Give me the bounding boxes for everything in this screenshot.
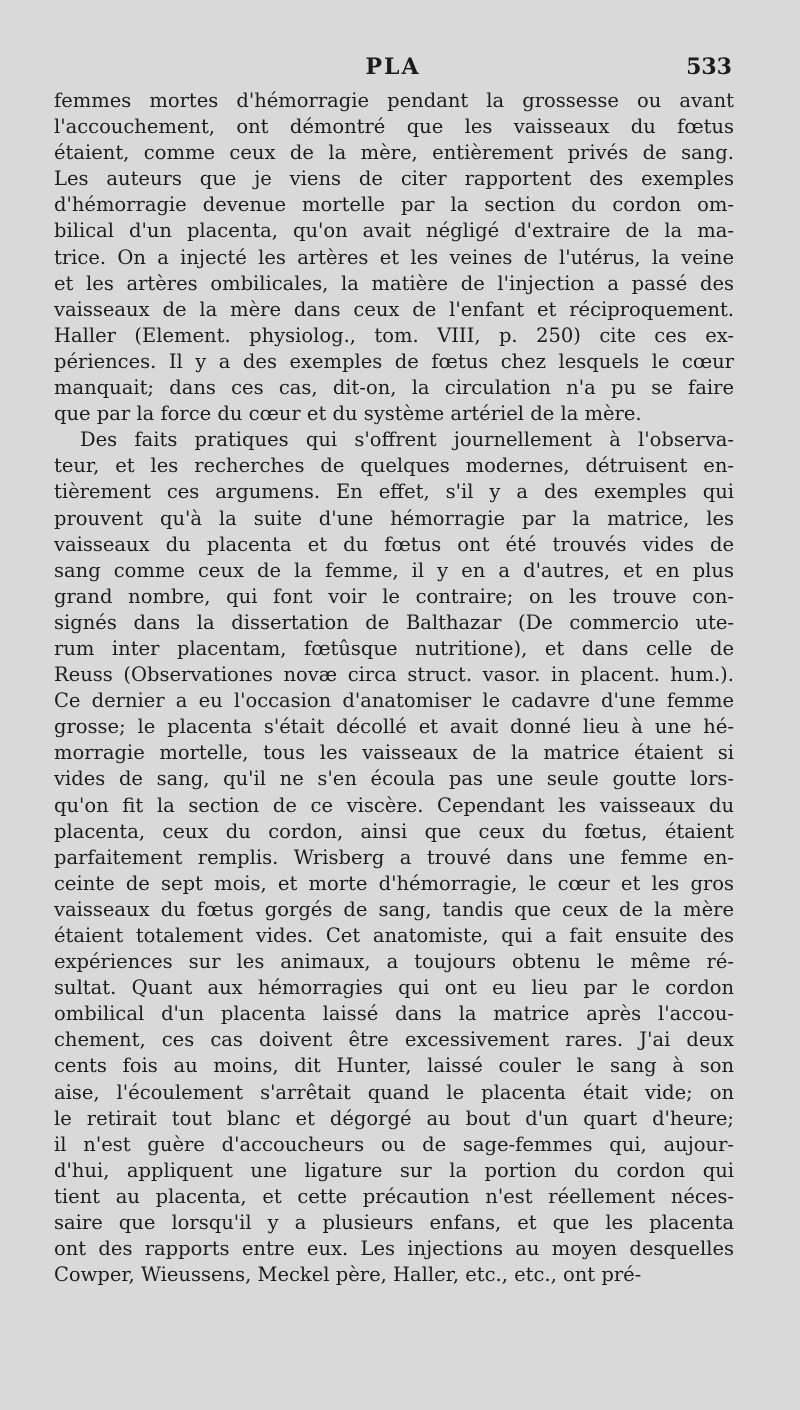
text-line: saire que lorsqu'il y a plusieurs enfans, et que les placenta [54, 1211, 734, 1235]
text-line: prouvent qu'à la suite d'une hémorragie par la matrice, les [54, 506, 734, 530]
text-line: Les auteurs que je viens de citer rapportent des exemples [54, 167, 734, 191]
text-line: Reuss (Observationes novæ circa struct. vasor. in placent. hum.). [54, 663, 734, 687]
text-line: femmes mortes d'hémorragie pendant la grossesse ou avant [54, 89, 734, 112]
page-number: 533 [686, 54, 732, 80]
body-text [54, 88, 734, 1288]
text-line: morragie mortelle, tous les vaisseaux de la matrice étaient si [54, 741, 734, 765]
page-header [54, 54, 732, 86]
text-line: grand nombre, qui font voir le contraire; on les trouve con- [54, 584, 734, 608]
text-line: sultat. Quant aux hémorragies qui ont eu lieu par le cordon [54, 976, 734, 1000]
text-line: bilical d'un placenta, qu'on avait négligé d'extraire de la ma- [54, 219, 734, 243]
text-line: vides de sang, qu'il ne s'en écoula pas une seule goutte lors- [54, 767, 734, 791]
text-line: grosse; le placenta s'était décollé et avait donné lieu à une hé- [54, 715, 734, 739]
text-line: et les artères ombilicales, la matière de l'injection a passé des [54, 271, 734, 295]
text-line: teur, et les recherches de quelques modernes, détruisent en- [54, 454, 734, 478]
text-line: placenta, ceux du cordon, ainsi que ceux du fœtus, étaient [54, 819, 734, 843]
text-line: Haller (Element. physiolog., tom. VIII, p. 250) cite ces ex- [54, 323, 734, 347]
text-line: périences. Il y a des exemples de fœtus chez lesquels le cœur [54, 349, 734, 373]
text-line: qu'on fit la section de ce viscère. Cependant les vaisseaux du [54, 793, 734, 817]
text-line: vaisseaux du fœtus gorgés de sang, tandis que ceux de la mère [54, 897, 734, 921]
text-line: aise, l'écoulement s'arrêtait quand le placenta était vide; on [54, 1080, 734, 1104]
text-line: étaient totalement vides. Cet anatomiste, qui a fait ensuite des [54, 924, 734, 947]
text-line: rum inter placentam, fœtûsque nutritione), et dans celle de [54, 636, 734, 660]
text-line: Des faits pratiques qui s'offrent journellement à l'observa- [80, 428, 734, 452]
text-line: le retirait tout blanc et dégorgé au bout d'un quart d'heure; [54, 1106, 734, 1130]
text-line: tièrement ces argumens. En effet, s'il y a des exemples qui [54, 480, 734, 504]
text-line: d'hémorragie devenue mortelle par la section du cordon om- [54, 193, 734, 217]
text-line: l'accouchement, ont démontré que les vaisseaux du fœtus [54, 115, 734, 139]
text-line: Ce dernier a eu l'occasion d'anatomiser le cadavre d'une femme [54, 689, 734, 713]
text-line: Cowper, Wieussens, Meckel père, Haller, etc., etc., ont pré- [54, 1263, 642, 1287]
text-line: signés dans la dissertation de Balthazar (De commercio ute- [54, 610, 734, 634]
text-line: trice. On a injecté les artères et les veines de l'utérus, la veine [54, 245, 734, 269]
text-line: chement, ces cas doivent être excessivement rares. J'ai deux [54, 1028, 734, 1052]
text-line: ombilical d'un placenta laissé dans la matrice après l'accou- [54, 1002, 734, 1026]
text-line: sang comme ceux de la femme, il y en a d'autres, et en plus [54, 558, 734, 582]
text-line: d'hui, appliquent une ligature sur la portion du cordon qui [54, 1158, 734, 1182]
running-head: PLA [365, 54, 421, 80]
text-line: vaisseaux du placenta et du fœtus ont été trouvés vides de [54, 532, 734, 556]
text-line: cents fois au moins, dit Hunter, laissé couler le sang à son [54, 1054, 734, 1078]
text-line: étaient, comme ceux de la mère, entièrement privés de sang. [54, 141, 734, 165]
text-line: ont des rapports entre eux. Les injections au moyen desquelles [54, 1237, 734, 1261]
text-line: manquait; dans ces cas, dit-on, la circulation n'a pu se faire [54, 376, 734, 400]
text-line: tient au placenta, et cette précaution n'est réellement néces- [54, 1184, 734, 1208]
text-line: expériences sur les animaux, a toujours obtenu le même ré- [54, 950, 734, 974]
text-line: que par la force du cœur et du système artériel de la mère. [54, 402, 642, 426]
text-line: ceinte de sept mois, et morte d'hémorragie, le cœur et les gros [54, 871, 734, 895]
text-line: vaisseaux de la mère dans ceux de l'enfant et réciproquement. [54, 297, 734, 321]
text-line: il n'est guère d'accoucheurs ou de sage-femmes qui, aujour- [54, 1132, 734, 1156]
text-line: parfaitement remplis. Wrisberg a trouvé dans une femme en- [54, 845, 734, 869]
